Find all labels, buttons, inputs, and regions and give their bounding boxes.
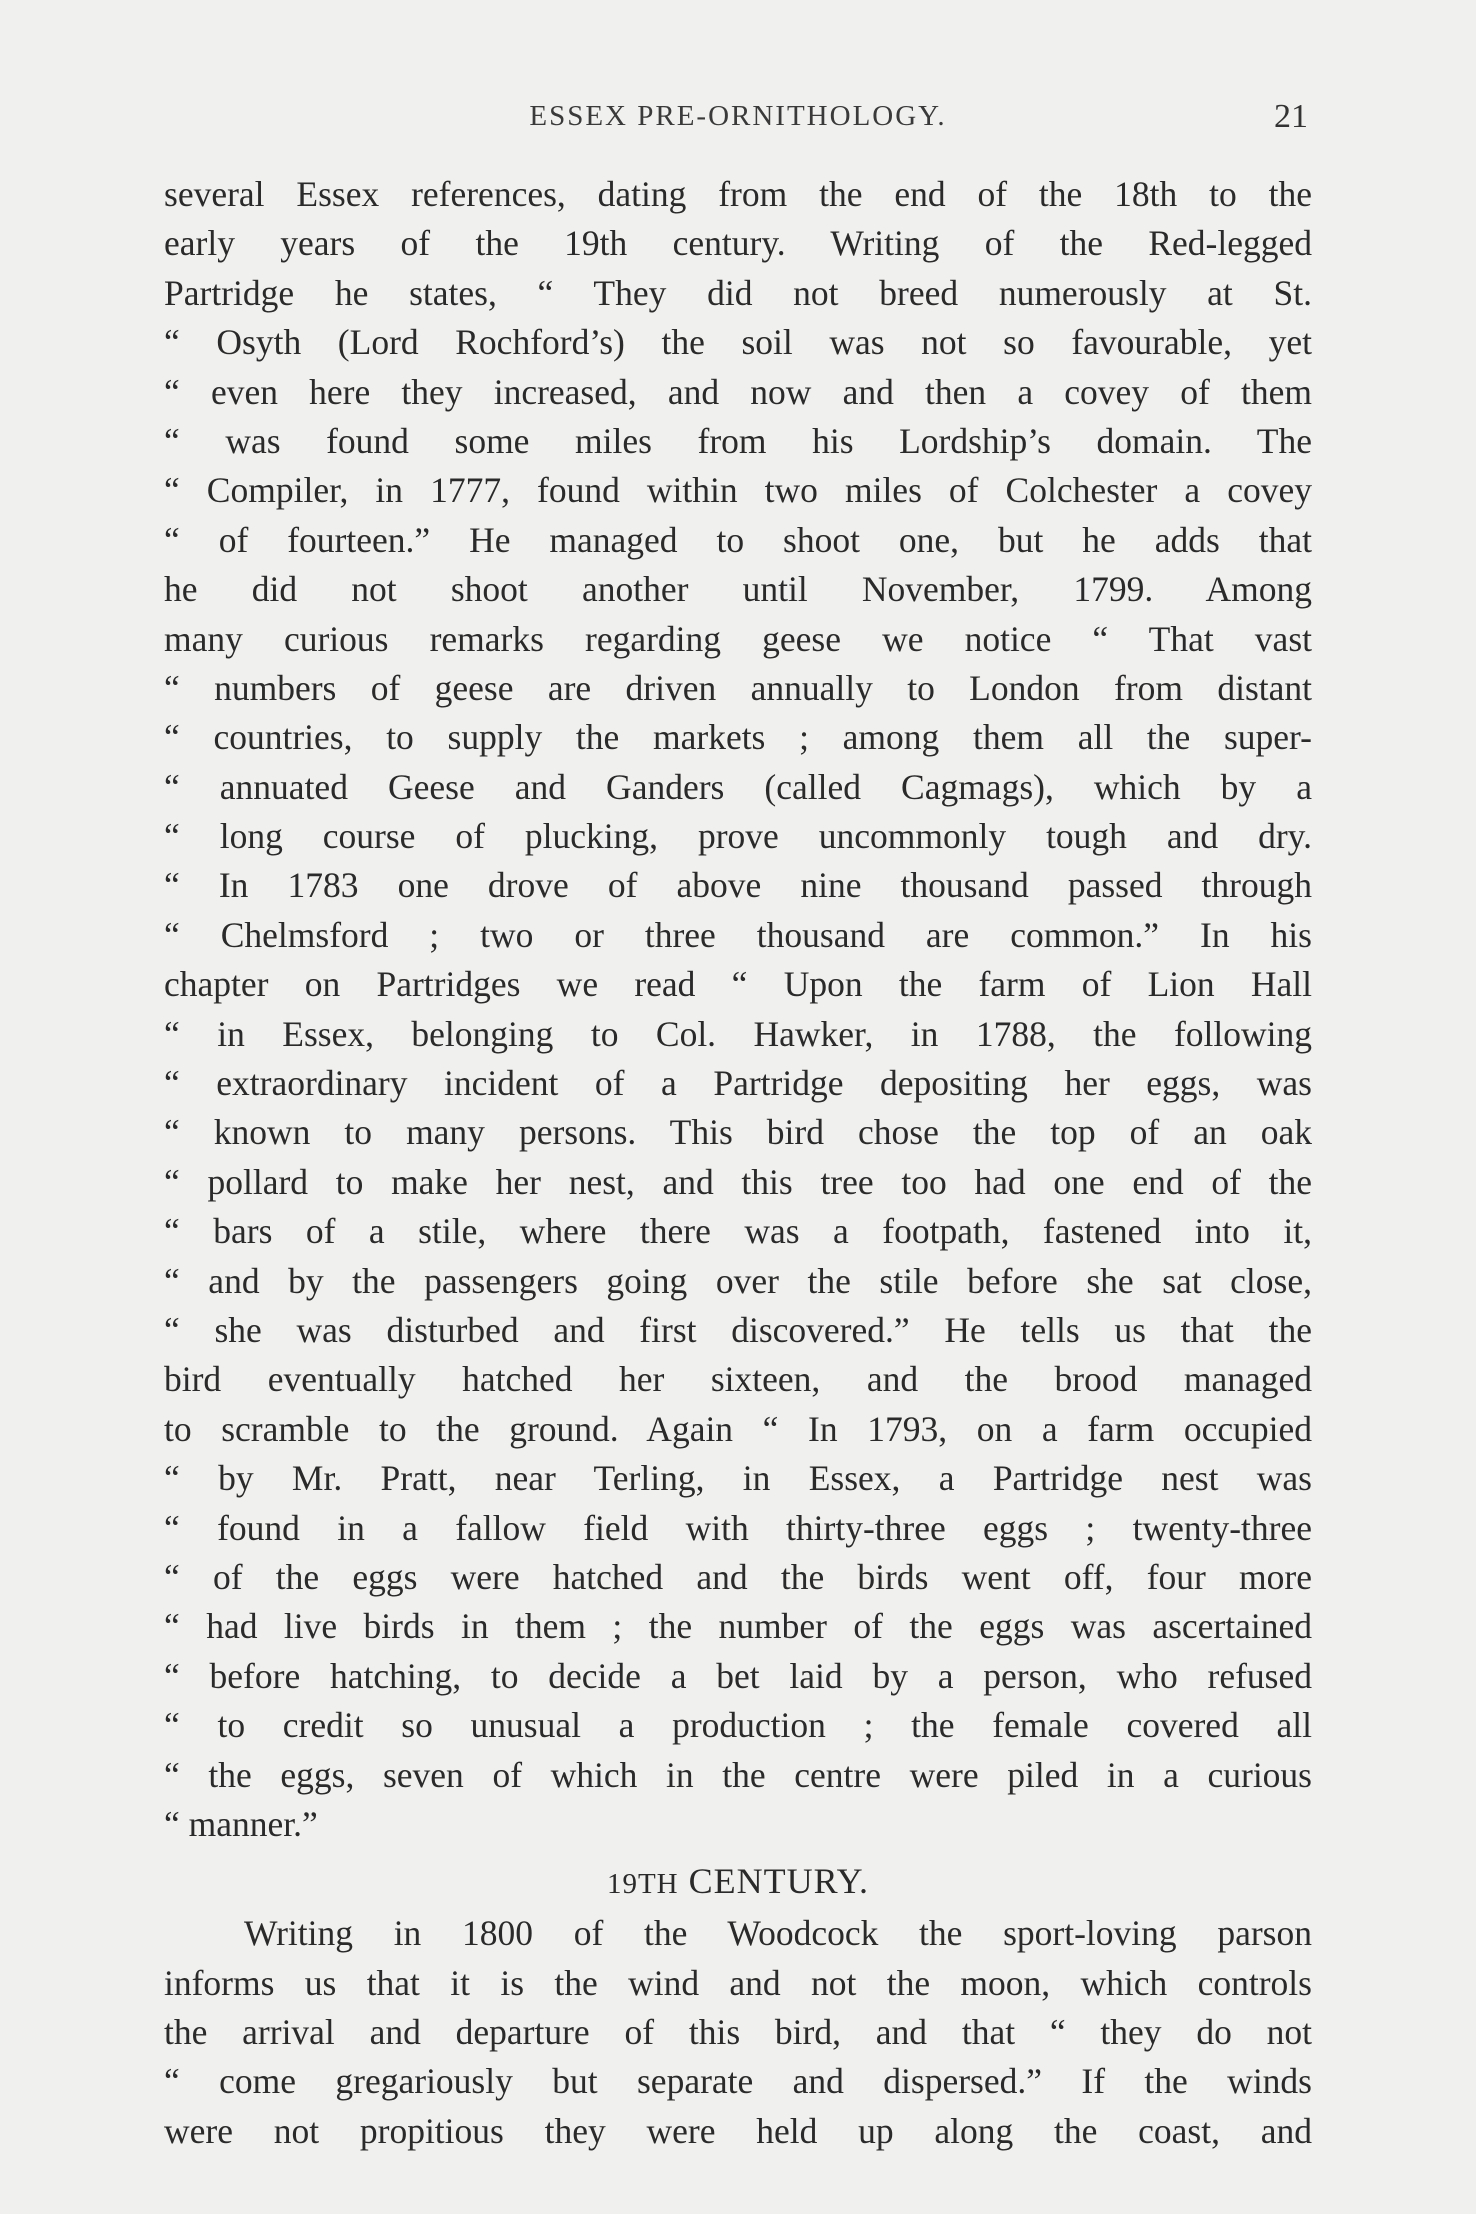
section-heading [164, 1849, 1312, 1909]
text-line: Partridge he states, “ They did not breed numerously at St. [164, 272, 1312, 313]
heading-number: 19TH [606, 1868, 679, 1901]
text-block [164, 170, 1312, 2156]
text-line: “ annuated Geese and Ganders (called Cagmags), which by a [164, 766, 1312, 807]
text-line: “ was found some miles from his Lordship’s domain. The [164, 420, 1312, 461]
text-line: the arrival and departure of this bird, and that “ they do not [164, 2012, 1312, 2053]
text-line: “ of fourteen.” He managed to shoot one, but he adds that [164, 519, 1312, 560]
text-line: “ the eggs, seven of which in the centre were piled in a curious [164, 1754, 1312, 1795]
running-head [164, 100, 1312, 150]
text-line: were not propitious they were held up along the coast, and [164, 2110, 1312, 2151]
text-line: “ by Mr. Pratt, near Terling, in Essex, a Partridge nest was [164, 1458, 1312, 1499]
text-line: “ of the eggs were hatched and the birds went off, four more [164, 1556, 1312, 1597]
text-line: early years of the 19th century. Writing of the Red-legged [164, 223, 1312, 264]
text-line: “ Osyth (Lord Rochford’s) the soil was not so favourable, yet [164, 322, 1312, 363]
text-line: “ In 1783 one drove of above nine thousand passed through [164, 865, 1312, 906]
text-line: “ come gregariously but separate and dispersed.” If the winds [164, 2061, 1312, 2102]
text-line: “ and by the passengers going over the stile before she sat close, [164, 1260, 1312, 1301]
text-line: Writing in 1800 of the Woodcock the sport-loving parson [244, 1913, 1312, 1954]
text-line: chapter on Partridges we read “ Upon the farm of Lion Hall [164, 964, 1312, 1005]
text-line: “ numbers of geese are driven annually to London from distant [164, 667, 1312, 708]
text-line: “ countries, to supply the markets ; among them all the super- [164, 717, 1312, 758]
text-line: “ before hatching, to decide a bet laid by a person, who refused [164, 1655, 1312, 1696]
paragraph-before-heading [164, 170, 1312, 1849]
text-line: several Essex references, dating from the end of the 18th to the [164, 174, 1312, 214]
text-line: “ bars of a stile, where there was a footpath, fastened into it, [164, 1211, 1312, 1252]
text-line: “ extraordinary incident of a Partridge depositing her eggs, was [164, 1063, 1312, 1104]
text-line: “ Compiler, in 1777, found within two miles of Colchester a covey [164, 470, 1312, 511]
text-line: informs us that it is the wind and not the moon, which controls [164, 1962, 1312, 2003]
text-line: “ Chelmsford ; two or three thousand are common.” In his [164, 914, 1312, 955]
text-line: “ pollard to make her nest, and this tree too had one end of the [164, 1161, 1312, 1202]
text-line: many curious remarks regarding geese we notice “ That vast [164, 618, 1312, 659]
text-line: to scramble to the ground. Again “ In 1793, on a farm occupied [164, 1408, 1312, 1449]
heading-word: CENTURY. [688, 1861, 870, 1902]
text-line: “ had live birds in them ; the number of the eggs was ascertained [164, 1606, 1312, 1647]
running-title: ESSEX PRE-ORNITHOLOGY. [529, 100, 947, 132]
text-line: “ she was disturbed and first discovered.” He tells us that the [164, 1309, 1312, 1350]
paragraph-after-heading [164, 1909, 1312, 2156]
text-line: “ to credit so unusual a production ; the female covered all [164, 1705, 1312, 1746]
text-line: “ found in a fallow field with thirty-three eggs ; twenty-three [164, 1507, 1312, 1548]
text-line: bird eventually hatched her sixteen, and the brood managed [164, 1359, 1312, 1400]
text-line: he did not shoot another until November, 1799. Among [164, 569, 1312, 610]
text-line: “ known to many persons. This bird chose the top of an oak [164, 1112, 1312, 1153]
text-line: “ long course of plucking, prove uncommonly tough and dry. [164, 816, 1312, 857]
page-number: 21 [1274, 98, 1308, 135]
text-line: “ even here they increased, and now and then a covey of them [164, 371, 1312, 412]
text-line: “ manner.” [164, 1803, 318, 1844]
text-line: “ in Essex, belonging to Col. Hawker, in 1788, the following [164, 1013, 1312, 1054]
